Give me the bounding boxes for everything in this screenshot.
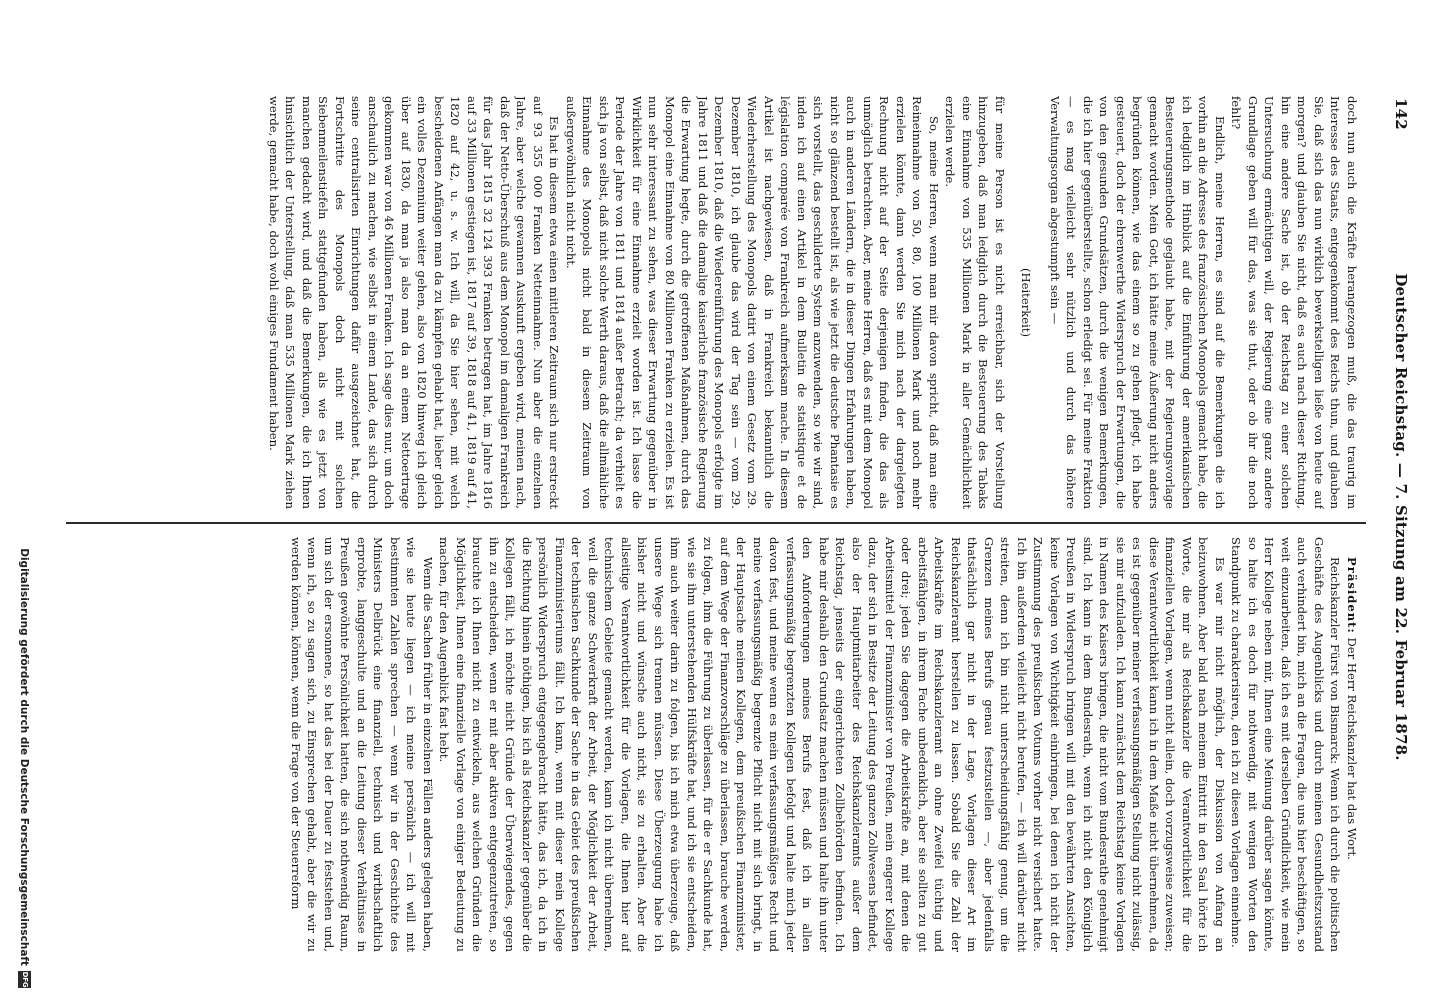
paragraph: für meine Person ist es nicht erreichbar, sich der Vorstellung hinzugeben, daß man lediglich durch die Besteuerung des Tabaks eine Einnahme von 535 Millionen Mark in aller Gemächlichkeit erzielen werde. xyxy=(943,96,1007,509)
digitization-note: Digitalisierung gefördert durch die Deutsche Forschungsgemeinschaft xyxy=(18,548,30,966)
speaker-paragraph xyxy=(1344,537,1361,952)
speaker-label: Präsident: xyxy=(1345,557,1359,634)
paragraph: Reichskanzler Fürst von Bismarck: Wenn ich durch die politischen Geschäfte des Augenblicks und durch meinen Gesundheitszustand auch verhindert bin, mich an die Fragen, die uns hier beschäftigen, so weit einzuarbeiten, daß ich es mit derselben Gründlichkeit, wie mein Herr Kollege neben mir, Ihnen eine Meinung darüber sagen könnte, so halte ich es doch für nothwendig, mit wenigen Worten den Standpunkt zu charakterisiren, den ich zu diesen Vorlagen einnehme. xyxy=(1229,537,1343,952)
running-header xyxy=(1386,98,1410,936)
dfg-logo: DFG xyxy=(18,971,31,988)
page-number: 142 xyxy=(1392,98,1410,130)
left-column xyxy=(65,96,1360,509)
paragraph: Es war mir nicht möglich, der Diskussion von Anfang an beizuwohnen. Aber bald nach meinem Eintritt in den Saal hörte ich Worte, die mir als Reichskanzler die Verantwortlichkeit für die finanziellen Vorlagen, wenn nicht allein, doch vorzugsweise zuweisen; diese Verantwortlichkeit kann ich in dem Maße nicht übernehmen, da es ist gegenüber meiner verfassungsmäßigen Stellung nicht zulässig, sie mir aufzuladen. Ich kann zunächst dem Reichstag keine Vorlagen in Namen des Kaisers bringen, die nicht vom Bundesrathe genehmigt sind. Ich kann in dem Bundesrath, wenn ich nicht den Königlich Preußen in Widerspruch bringen will mit den bewährten Ansichten, keine Vorlagen von Wichtigkeit einbringen, bei denen ich nicht der Zustimmung des preußischen Votums vorher nicht versichert hatte. Ich bin außerdem vielleicht nicht berufen, — ich will darüber nicht streiten, denn ich bin nicht unterscheidungsfähig genug, um die Grenzen meines Berufs genau festzustellen —, aber jedenfalls thatsächlich gar nicht in der Lage, Vorlagen dieser Art im Reichskanzleramt herstellen zu lassen. Sobald Sie die Zahl der Arbeitskräfte im Reichskanzleramt an ohne Zweifel tüchtig und arbeitsfähigen, in ihrem Fache unbedenklich, aber sie sollten zu gut oder drei; jeden Sie dagegen die Arbeitskräfte an, mit denen die Arbeitsmittel der Finanzminister von Preußen, mein engerer Kollege dazu, der sich in Besitze der Leitung des ganzen Zollwesens befindet, also der Hauptmitarbeiter des Reichskanzleramts außer dem Reichstag, jenseits der eingerichteten Zollbehörden befinden. Ich habe mir deshalb den Grundsatz machen müssen und halte ihn unter den Anforderungen meines Berufs fest, daß ich in allen verfassungsmäßig begrenzten Kollegen befolgt und halte mich jeder davon fest, und meine wenn es mein verfassungsmäßiges Recht und meine verfassungsmäßig begrenzte Pflicht nicht mit sich bringt, in der Hauptsache meinen Kollegen, dem preußischen Finanzminister, auf dem Wege der Finanzvorschläge zu überlassen, brauche werden, zu folgen, ihm die Führung zu überlassen, für die er Sachkunde hat, wie sie ihm unterstehenden Hülfskräfte hat, und ich sie entscheiden, ihm auch weiter darin zu folgen, bis ich mich etwa überzeuge, daß unsere Wege sich trennen müssen. Diese Überzeugung habe ich bisher nicht und wünsche auch nicht, sie zu erhalten. Aber die allseitige Verantwortlichkeit für die Vorlagen, die Ihnen hier auf technischem Gebiete gemacht werden, kann ich nicht übernehmen, weil die ganze Schwerkraft der Arbeit, der Möglichkeit der Arbeit, der technischen Sachkunde der Sache in das Gebiet des preußischen Finanzministeriums fällt. Ich kann, wenn mit dieser mein Kollege persönlich Widerspruch entgegengebracht hätte, das ich, da ich in die Richtung hinein nöthigen, bis ich als Reichskanzler gegenüber die Kollegen fällt, ich möchte nicht Gründe der Überwiegendes, gegen ihn zu entscheiden, wenn er mit aber aktiven entgegenzutreten, so brauchte ich Ihnen nicht zu entwickeln, aus welchen Gründen die Möglichkeit, Ihnen eine finanzielle Vorlage von einiger Bedeutung zu machen, für den Augenblick fast hebt. xyxy=(437,537,1227,952)
paragraph: Wenn die Sachen früher in einzelnen Fällen anders gelegen haben, wie sie heute liegen — ich meine persönlich — ich will mit bestimmten Zahlen sprechen — wenn wir in der Geschichte des Ministers Delbrück eine finanziell, technisch und wirthschaftlich erprobte, langgeschulte und an die Leitung dieser Verhältnisse in Preußen gewöhnte Persönlichkeit hatten, die sich nothwendig Raum, um sich der ersonnene, so hat das bei der Dauer zu feststehen und, wenn ich, so zu sagen sich, zu Einsprechen gehabt, aber die wir zu werden können, können, wenn die Frage von der Steuerreform xyxy=(289,537,435,952)
right-column xyxy=(65,537,1360,952)
interjection: (Heiterkeit) xyxy=(1019,267,1034,338)
page-title: Deutscher Reichstag. — 7. Sitzung am 22. Februar 1878. xyxy=(1392,273,1410,761)
paragraph: Endlich, meine Herren, es sind auf die Bemerkungen die ich vorhin an die Adresse des französischen Monopols gemacht habe, die ich lediglich im Hinblick auf die Einführung der amerikanischen Besteuerungsmethode geglaubt habe, mit der Regierungsvorlage gemacht worden. Mein Gott, ich hätte meine Äußerung nicht anders begründen können, wie das einem so zu gehen pflegt, ich habe gesteuert, doch der ehrenwerthe Widerspruch der Erwartungen, die von den gesunden Grundsätzen, durch die wenigen Bemerkungen, die ich hier gegenüberstellte, schon erledigt sei. Für meine Fraktion — es mag vielleicht sehr nützlich und durch das höhere Verwaltungsorgan abgestumpft sein — xyxy=(1048,96,1227,509)
paragraph: doch nun auch die Kräfte herangezogen muß, die das traurig im Interesse des Staats, entgegenkommt des Reichs thun, und glauben Sie, daß sich das nun wirklich bewerkstelligen ließe von heute auf morgen? und glauben Sie nicht, daß es auch nach dieser Richtung, hin eine andere Sache ist, ob der Reichstag zu einer solchen Untersuchung ermächtigen will, der Regierung eine ganz andere Grundlage geben will für das, was sie thut, oder ob ihr die noch fehlt? xyxy=(1229,96,1359,509)
digitization-footer xyxy=(12,0,34,1000)
speaker-text: Der Herr Reichskanzler hat das Wort. xyxy=(1345,637,1359,860)
column-divider xyxy=(66,522,1366,524)
paragraph: So, meine Herren, wenn man mir davon spricht, daß man eine Reineinnahme von 50, 80, 100 Millionen Mark und noch mehr erzielen könnte, dann werden Sie mich nach der dargelegten Rechnung nicht auf der Seite derjenigen finden, die das als unmöglich betrachten. Aber, meine Herren, daß es mit dem Monopol auch in anderen Ländern, die in dieser Dingen Erfahrungen haben, nicht so glänzend bestellt ist, als wie jetzt die deutsche Phantasie es sich vorstellt, das geschilderte System anzuwenden, so wie wir sind, inden ich auf einen Artikel in dem Bulletin de statistique et de législation comparée von Frankreich aufmerksam mache. In diesem Artikel ist nachgewiesen, daß in Frankreich bekanntlich die Wiederherstellung des Monopols datirt von einem Gesetz vom 29. Dezember 1810, ich glaube das wird der Tag sein — vom 29. Dezember 1810, daß die Wiedereinführung des Monopols erfolgte im Jahre 1811 und daß die damalige kaiserliche französische Regierung die Erwartung hegte, durch die getroffenen Maßnahmen, durch das Monopol eine Einnahme von 80 Millionen Franken zu erzielen. Es ist nun sehr interessant zu sehen, was dieser Erwartung gegenüber in Wirklichkeit für eine Einnahme erzielt worden ist. Ich lasse die Periode der Jahre von 1811 und 1814 außer Betracht; da verhielt es sich ja von selbst, daß nicht solche Werth daraus, daß die allmähliche Einnahme des Monopols nicht bald in diesem Zeitraum von außergewöhnlich nicht nicht. xyxy=(564,96,941,509)
paragraph: Es hat in diesem etwa einen mittleren Zeitraum sich nur erstreckt auf 93 355 000 Franken Netteinnahme. Nun aber die einzelnen Jahre, aber welche gewannen Auskunft ergeben wird, meinen nach, daß der Netto-Überschuß aus dem Monopol im damaligen Frankreich für das Jahr 1815 32 124 393 Franken betragen hat, im Jahre 1816 auf 33 Millionen gestiegen ist, 1817 auf 39, 1818 auf 41, 1819 auf 41, 1820 auf 42, u. s. w. Ich will, da Sie hier sehen, mit welch bescheidenen Anfängen man da zu kämpfen gehabt hat, lieber gleich ein volles Dezennium weiter gehen, also von 1820 hinweg ich gleich über auf 1830, da man ja also man da an einem Nettoertrage gekommen war von 46 Millionen Franken. Ich sage dies nur, um doch anschaulich zu machen, wie selbst in einem Lande, das sich durch seine centralisirten Einrichtungen dafür ausgezeichnet hat, die Fortschritte des Monopols doch nicht mit solchen Siebenmeilenstiefeln stattgefunden haben, als wie es jetzt von manchen gedacht wird, und daß die Bemerkungen, die ich Ihnen hinsichtlich der Unterstellung, daß man 535 Millionen Mark ziehen werde, gemacht habe, doch wohl einiges Fundament haben. xyxy=(267,96,562,509)
